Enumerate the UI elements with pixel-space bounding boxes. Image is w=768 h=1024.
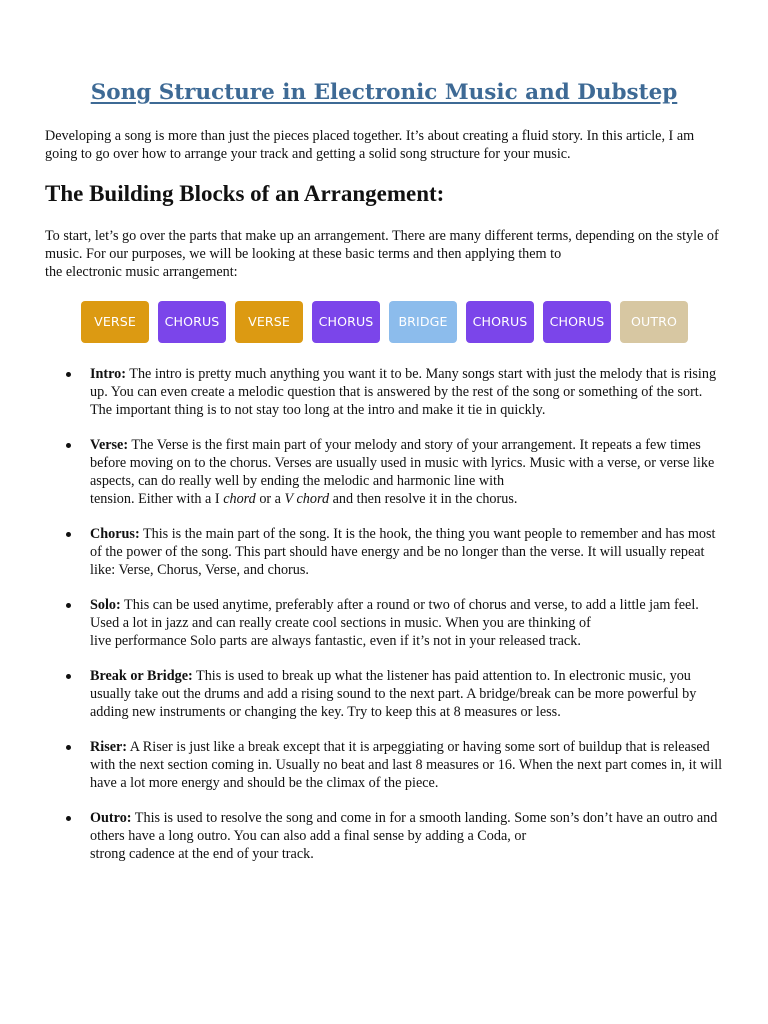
list-item-chorus [0,525,724,579]
list-item-break-or-bridge [0,667,724,721]
song-parts-list [0,365,768,880]
list-item-riser [0,738,724,792]
item-text: This is used to resolve the song and come in for a smooth landing. Some son’s don’t have an outro and others have a long outro. You can also add a final sense by adding a Coda, or [90,810,718,844]
bullet-icon [66,603,71,608]
item-text: or a [255,491,285,507]
item-text: The Verse is the first main part of your melody and story of your arrangement. It repeats a few times before moving on to the chorus. Verses are usually used in music with lyrics. Music with a verse, or verse like aspects, can do really well by ending the melodic and harmonic line with [90,437,715,489]
item-term: Outro: [90,810,132,826]
item-text: This is the main part of the song. It is the hook, the thing you want people to remember and has most of the power of the song. This part should have energy and be no longer than the verse. It will usually repeat like: Verse, Chorus, Verse, and chorus. [90,526,716,578]
item-emphasis: V chord [284,491,330,507]
list-item-solo [0,596,724,650]
bullet-icon [66,674,71,679]
list-item-outro [0,809,724,863]
arrangement-block-bridge: BRIDGE [389,301,457,343]
item-text: live performance Solo parts are always fantastic, even if it’s not in your released track. [90,633,581,649]
document-title[interactable]: Song Structure in Electronic Music and Dubstep [90,80,678,105]
arrangement-block-chorus-2: CHORUS [312,301,380,343]
item-term: Solo: [90,597,121,613]
item-text: and then resolve it in the chorus. [329,491,518,507]
arrangement-block-outro: OUTRO [620,301,688,343]
intro-paragraph: Developing a song is more than just the pieces placed together. It’s about creating a fluid story. In this article, I am going to go over how to arrange your track and getting a solid song structure for your music. [45,128,695,162]
bullet-icon [66,372,71,377]
arrangement-block-verse-2: VERSE [235,301,303,343]
item-text: tension. Either with a I [90,491,224,507]
section-heading: The Building Blocks of an Arrangement: [45,181,445,206]
item-term: Verse: [90,437,129,453]
item-text: This can be used anytime, preferably after a round or two of chorus and verse, to add a little jam feel. Used a lot in jazz and can really create cool sections in music. When you are thinking of [90,597,699,631]
arrangement-block-chorus-3: CHORUS [466,301,534,343]
item-text: This is used to break up what the listener has paid attention to. In electronic music, you usually take out the drums and add a rising sound to the next part. A bridge/break can be more powerful by adding new instruments or changing the key. Try to keep this at 8 measures or less. [90,668,697,720]
bullet-icon [66,443,71,448]
lead-text-line2: the electronic music arrangement: [45,264,238,280]
arrangement-block-chorus-4: CHORUS [543,301,611,343]
list-item-intro [0,365,724,419]
item-term: Break or Bridge: [90,668,193,684]
item-text: strong cadence at the end of your track. [90,846,314,862]
lead-paragraph [45,227,725,281]
item-text: The intro is pretty much anything you want it to be. Many songs start with just the melody that is rising up. You can even create a melodic question that is answered by the rest of the song or something of the sort. The important thing is to not stay too long at the intro and make it tie in quickly. [90,366,717,418]
list-item-verse [0,436,724,508]
item-term: Chorus: [90,526,140,542]
lead-text-line1: To start, let’s go over the parts that make up an arrangement. There are many different terms, depending on the style of music. For our purposes, we will be looking at these basic terms and then applying them to [45,228,719,262]
bullet-icon [66,745,71,750]
item-term: Riser: [90,739,128,755]
bullet-icon [66,816,71,821]
arrangement-block-chorus-1: CHORUS [158,301,226,343]
bullet-icon [66,532,71,537]
arrangement-block-verse-1: VERSE [81,301,149,343]
item-term: Intro: [90,366,126,382]
item-text: A Riser is just like a break except that it is arpeggiating or having some sort of buildup that is released with the next section coming in. Usually no beat and last 8 measures or 16. When the next part comes in, it will have a lot more energy and should be the climax of the piece. [90,739,723,791]
item-emphasis: chord [223,491,256,507]
